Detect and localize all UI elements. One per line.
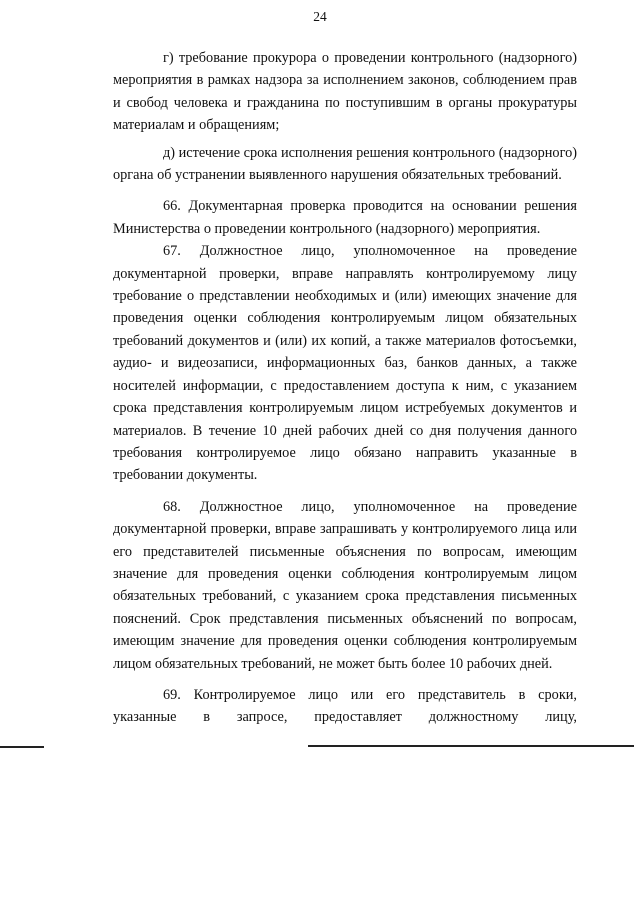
separator-line-left	[0, 746, 44, 748]
document-body	[113, 47, 577, 729]
paragraph-69: 69. Контролируемое лицо или его представитель в сроки, указанные в запросе, предоставляет должностному лицу,	[113, 686, 577, 726]
separator-line-right	[308, 745, 634, 747]
paragraph-clause-d: д) истечение срока исполнения решения контрольного (надзорного) органа об устранении выявленного нарушения обязательных требований.	[113, 144, 577, 184]
paragraph-66: 66. Документарная проверка проводится на основании решения Министерства о проведении контрольного (надзорного) мероприятия.	[113, 198, 577, 237]
paragraph-67: 67. Должностное лицо, уполномоченное на проведение документарной проверки, вправе направлять контролируемому лицу требование о представлении необходимых и (или) имеющих значение для проведения оценки соблюдения контролируемым лицом обязательных требований документов и (или) их копий, а также материалов фотосъемки, аудио- и видеозаписи, информационных баз, банков данных, а также носителей информации, с предоставлением доступа к ним, с указанием срока представления контролируемым лицом истребуемых документов и материалов. В течение 10 дней рабочих дней со дня получения данного требования контролируемое лицо обязано направить указанные в требовании документы.	[113, 243, 577, 484]
paragraph-68: 68. Должностное лицо, уполномоченное на проведение документарной проверки, вправе запрашивать у контролируемого лица или его представителей письменные объяснения по вопросам, имеющим значение для проведения оценки соблюдения контролируемым лицом обязательных требований, с указанием срока представления письменных пояснений. Срок представления письменных объяснений по вопросам, имеющим значение для проведения оценки соблюдения контролируемым лицом обязательных требований, не может быть более 10 рабочих дней.	[113, 498, 577, 672]
paragraph-clause-g: г) требование прокурора о проведении контрольного (надзорного) мероприятия в рамках надзора за исполнением законов, соблюдением прав и свобод человека и гражданина по поступившим в органы прокуратуры материалам и обращениям;	[113, 50, 577, 134]
page-number: 24	[313, 9, 327, 24]
